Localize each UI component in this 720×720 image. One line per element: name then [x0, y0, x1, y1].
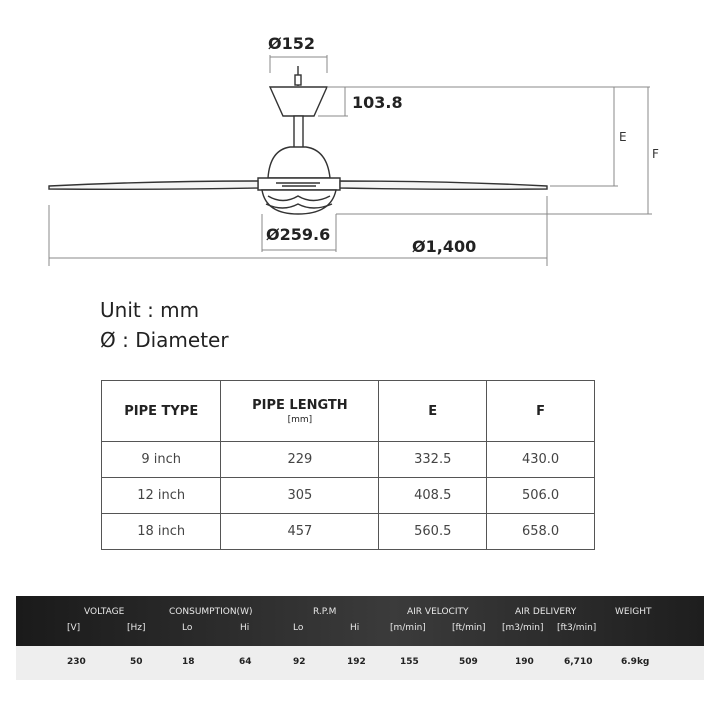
unit-legend: Unit : mm	[100, 298, 200, 322]
pipe-length-cell: 457	[221, 514, 379, 550]
pipe-length-header	[221, 381, 379, 442]
e-cell: 332.5	[379, 442, 487, 478]
value-rpm-lo: 92	[293, 657, 306, 667]
voltage-header: VOLTAGE	[84, 607, 125, 617]
unit-v: [V]	[67, 623, 81, 633]
spec-table	[16, 596, 704, 680]
air-delivery-header: AIR DELIVERY	[515, 607, 577, 617]
pipe-type-header: PIPE TYPE	[102, 381, 221, 442]
f-cell: 658.0	[487, 514, 595, 550]
fan-drawing	[49, 66, 547, 214]
motor-diameter-label: Ø259.6	[266, 225, 331, 244]
value-consumption-lo: 18	[182, 657, 195, 667]
pipe-type-cell: 18 inch	[102, 514, 221, 550]
table-row	[102, 442, 595, 478]
unit-m3-min: [m3/min]	[502, 623, 544, 633]
rpm-header: R.P.M	[313, 607, 337, 617]
weight-header: WEIGHT	[615, 607, 652, 617]
value-air-delivery-ft3: 6,710	[564, 657, 593, 667]
f-dimension-label: F	[652, 147, 659, 161]
f-header: F	[487, 381, 595, 442]
unit-consumption-lo: Lo	[182, 623, 193, 633]
value-consumption-hi: 64	[239, 657, 252, 667]
pipe-length-table	[101, 380, 595, 550]
pipe-length-cell: 305	[221, 478, 379, 514]
value-air-delivery-m3: 190	[515, 657, 534, 667]
unit-rpm-hi: Hi	[350, 623, 360, 633]
unit-rpm-lo: Lo	[293, 623, 304, 633]
value-air-velocity-ft: 509	[459, 657, 478, 667]
e-dimension-label: E	[619, 130, 627, 144]
value-hz: 50	[130, 657, 143, 667]
value-weight: 6.9kg	[621, 657, 650, 667]
pipe-length-unit: [mm]	[287, 414, 313, 425]
unit-consumption-hi: Hi	[240, 623, 250, 633]
value-voltage: 230	[67, 657, 86, 667]
spec-header	[16, 596, 704, 646]
canopy-height-label: 103.8	[352, 93, 403, 112]
canopy-diameter-label: Ø152	[268, 34, 315, 53]
value-rpm-hi: 192	[347, 657, 366, 667]
table-row	[102, 478, 595, 514]
unit-ft3-min: [ft3/min]	[557, 623, 597, 633]
table-row	[102, 514, 595, 550]
value-air-velocity-m: 155	[400, 657, 419, 667]
consumption-header: CONSUMPTION(W)	[169, 607, 253, 617]
air-velocity-header: AIR VELOCITY	[407, 607, 469, 617]
pipe-type-cell: 9 inch	[102, 442, 221, 478]
unit-ft-min: [ft/min]	[452, 623, 486, 633]
unit-m-min: [m/min]	[390, 623, 426, 633]
sweep-diameter-label: Ø1,400	[412, 237, 477, 256]
diameter-legend: Ø : Diameter	[100, 328, 229, 352]
e-cell: 408.5	[379, 478, 487, 514]
pipe-type-cell: 12 inch	[102, 478, 221, 514]
unit-hz: [Hz]	[127, 623, 146, 633]
f-cell: 430.0	[487, 442, 595, 478]
e-header: E	[379, 381, 487, 442]
pipe-length-cell: 229	[221, 442, 379, 478]
e-cell: 560.5	[379, 514, 487, 550]
pipe-length-header-label: PIPE LENGTH	[252, 397, 348, 413]
fan-dimension-diagram	[0, 0, 720, 290]
f-cell: 506.0	[487, 478, 595, 514]
table-header-row	[102, 381, 595, 442]
